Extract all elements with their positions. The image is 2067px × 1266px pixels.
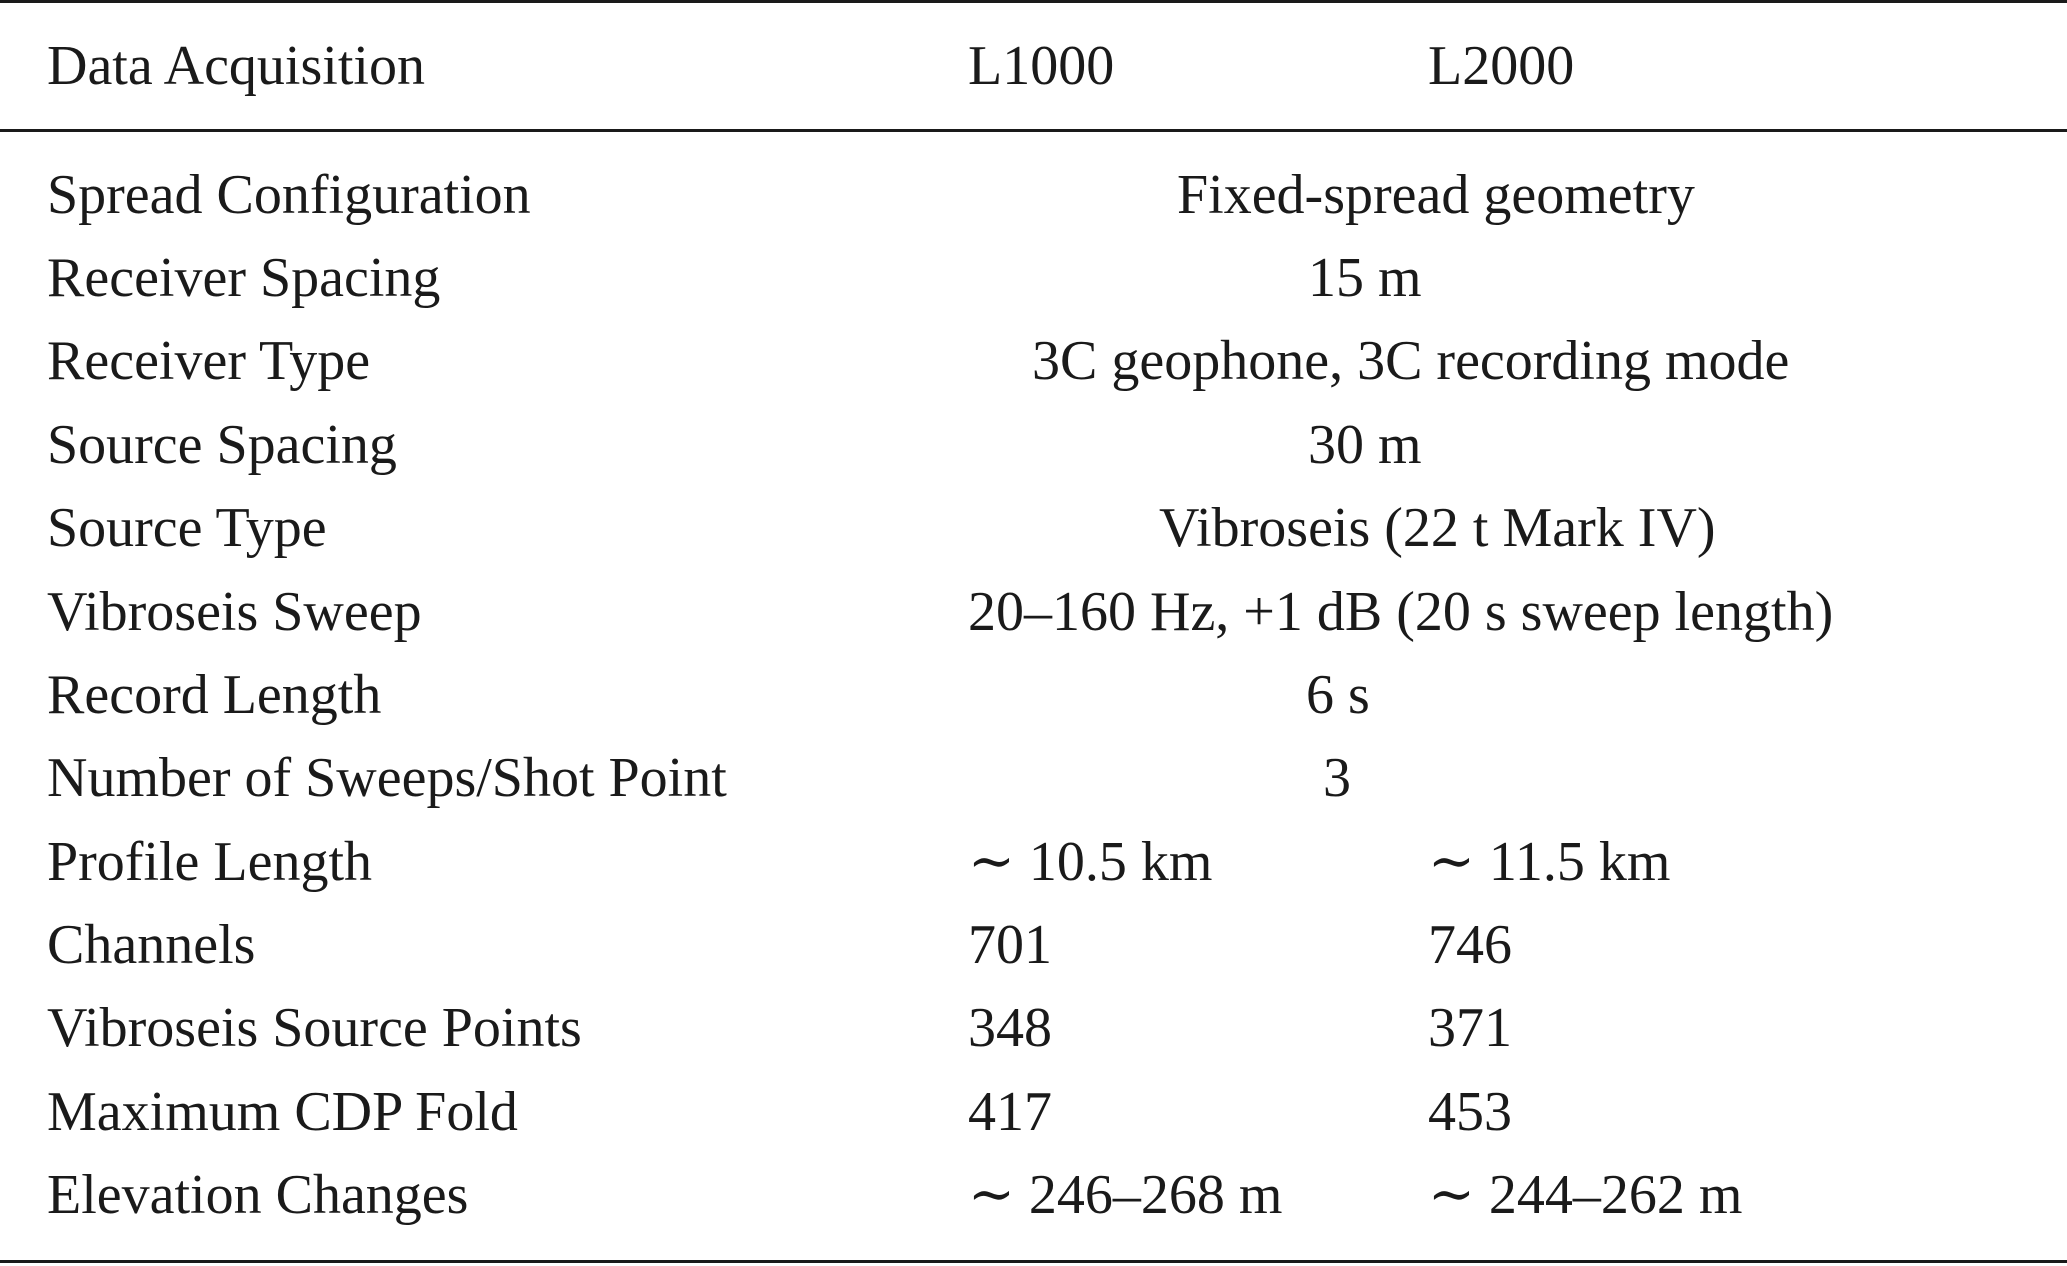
row-label-spread-configuration: Spread Configuration [47, 164, 531, 226]
row-label-receiver-spacing: Receiver Spacing [47, 247, 441, 309]
cell-elevation-l1000: ∼ 246–268 m [968, 1164, 1283, 1226]
row-label-maximum-cdp-fold: Maximum CDP Fold [47, 1081, 518, 1143]
row-label-number-of-sweeps: Number of Sweeps/Shot Point [47, 747, 727, 809]
cell-source-type: Vibroseis (22 t Mark IV) [1159, 497, 1716, 559]
header-l1000: L1000 [968, 35, 1115, 97]
row-label-profile-length: Profile Length [47, 831, 373, 893]
row-label-channels: Channels [47, 914, 256, 976]
cell-source-points-l1000: 348 [968, 997, 1052, 1059]
cell-channels-l1000: 701 [968, 914, 1052, 976]
cell-spread-configuration: Fixed-spread geometry [1177, 164, 1695, 226]
cell-receiver-spacing: 15 m [1308, 247, 1422, 309]
table-bottom-rule [0, 1260, 2067, 1263]
cell-record-length: 6 s [1306, 664, 1370, 726]
cell-vibroseis-sweep: 20–160 Hz, +1 dB (20 s sweep length) [968, 581, 1834, 643]
cell-cdp-fold-l2000: 453 [1428, 1081, 1512, 1143]
cell-cdp-fold-l1000: 417 [968, 1081, 1052, 1143]
cell-profile-length-l1000: ∼ 10.5 km [968, 831, 1213, 893]
table-header-rule [0, 129, 2067, 132]
row-label-elevation-changes: Elevation Changes [47, 1164, 469, 1226]
row-label-record-length: Record Length [47, 664, 382, 726]
cell-profile-length-l2000: ∼ 11.5 km [1428, 831, 1671, 893]
header-l2000: L2000 [1428, 35, 1575, 97]
row-label-receiver-type: Receiver Type [47, 330, 371, 392]
header-data-acquisition: Data Acquisition [47, 35, 425, 97]
cell-source-points-l2000: 371 [1428, 997, 1512, 1059]
row-label-vibroseis-sweep: Vibroseis Sweep [47, 581, 422, 643]
cell-receiver-type: 3C geophone, 3C recording mode [1032, 330, 1790, 392]
cell-number-of-sweeps: 3 [1323, 747, 1351, 809]
row-label-vibroseis-source-points: Vibroseis Source Points [47, 997, 582, 1059]
cell-elevation-l2000: ∼ 244–262 m [1428, 1164, 1743, 1226]
row-label-source-spacing: Source Spacing [47, 414, 397, 476]
table-top-rule [0, 0, 2067, 3]
cell-channels-l2000: 746 [1428, 914, 1512, 976]
cell-source-spacing: 30 m [1308, 414, 1422, 476]
row-label-source-type: Source Type [47, 497, 327, 559]
